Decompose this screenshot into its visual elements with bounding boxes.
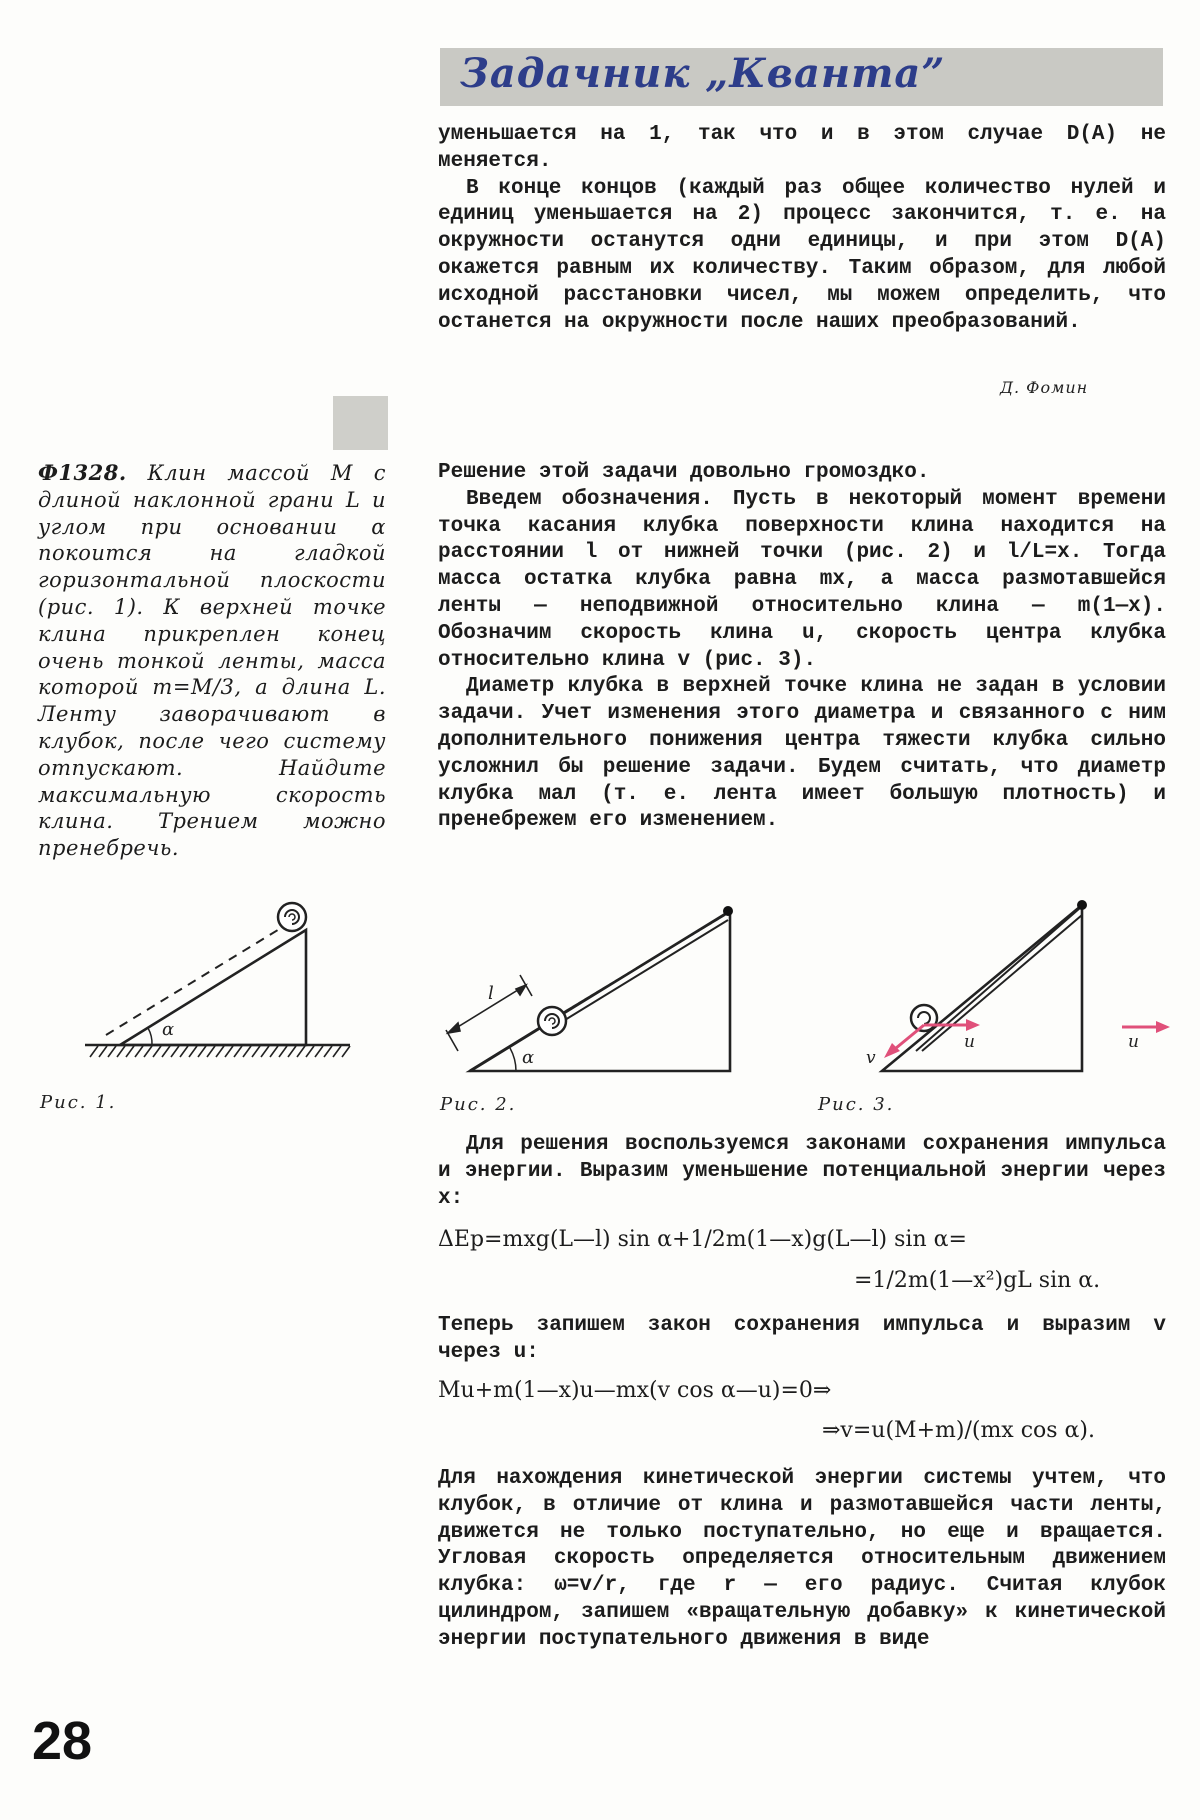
solution-paragraph-4: Для решения воспользуемся законами сохранения импульса и энергии. Выразим уменьшение потенциальной энергии через x: — [438, 1133, 1166, 1210]
tape-roll — [278, 903, 306, 931]
wedge-3 — [882, 905, 1082, 1071]
fig3-v-label: v — [866, 1048, 876, 1068]
figure-2 — [460, 893, 740, 1093]
tape-dashed-line — [106, 925, 286, 1035]
solution-block-2 — [438, 1132, 1166, 1212]
formula-energy-line-2: =1/2m(1—x²)gL sin α. — [854, 1268, 1101, 1293]
figure-3 — [860, 893, 1180, 1093]
tape-remaining — [556, 913, 728, 1017]
top-text-block — [438, 122, 1166, 336]
header-banner — [440, 48, 1163, 106]
top-point — [723, 906, 733, 916]
page-number: 28 — [32, 1711, 93, 1771]
fig3-u-label-wedge: u — [1128, 1032, 1139, 1052]
formula-momentum-line-2: ⇒v=u(M+m)/(mx cos α). — [822, 1418, 1095, 1443]
problem-number: Ф1328. — [38, 460, 127, 485]
fig2-caption: Рис. 2. — [440, 1094, 517, 1115]
solution-paragraph-5: Теперь запишем закон сохранения импульса и выразим v через u: — [438, 1314, 1166, 1364]
fig2-length-label: l — [488, 983, 494, 1004]
solution-paragraph-3: Диаметр клубка в верхней точке клина не задан в условии задачи. Учет изменения этого диаметра и связанного с ним дополнительного понижения центра тяжести клубка сильно усложнил бы решение задачи. Будем считать, что диаметр клубка мал (т. е. лента имеет большую плотность) и пренебрежем его изменением. — [438, 675, 1166, 833]
unrolled-tape — [470, 1023, 548, 1071]
top-paragraph-1: уменьшается на 1, так что и в этом случае D(A) не меняется. — [438, 123, 1166, 173]
tape-remaining-3 — [916, 908, 1080, 1051]
author-signature: Д. Фомин — [1000, 378, 1089, 397]
fig3-caption: Рис. 3. — [818, 1094, 895, 1115]
problem-text: Клин массой M с длиной наклонной грани L и углом при основании α покоится на гладкой горизонтальной плоскости (рис. 1). К верхней точке клина прикреплен конец очень тонкой ленты, масса которой m=M/3, а длина L. Ленту заворачивают в клубок, после чего систему отпускают. Найдите максимальную скорость клина. Трением можно пренебречь. — [38, 461, 386, 861]
solution-paragraph-1: Решение этой задачи довольно громоздко. — [438, 461, 930, 484]
header-title: Задачник „Кванта” — [460, 50, 946, 97]
figure-1 — [80, 895, 360, 1065]
decorative-square — [333, 396, 388, 450]
formula-energy-line-1: ΔEp=mxg(L—l) sin α+1/2m(1—x)g(L—l) sin α= — [438, 1227, 967, 1252]
top-point-3 — [1077, 900, 1087, 910]
solution-block-1 — [438, 460, 1166, 835]
ground-hatching — [85, 1045, 350, 1057]
top-paragraph-2: В конце концов (каждый раз общее количество нулей и единиц уменьшается на 2) процесс закончится, т. е. на окружности останутся одни единицы, и при этом D(A) окажется равным их количеству. Таким образом, для любой исходной расстановки чисел, мы можем определить, что останется на окружности после наших преобразований. — [438, 176, 1166, 334]
fig2-angle-label: α — [522, 1047, 535, 1068]
wedge-1 — [120, 930, 306, 1045]
solution-paragraph-2: Введем обозначения. Пусть в некоторый момент времени точка касания клубка поверхности клина находится на расстоянии l от нижней точки (рис. 2) и l/L=x. Тогда масса остатка клубка равна mx, а масса размотавшейся ленты — неподвижной относительно клина — m(1—x). Обозначим скорость клина u, скорость центра клубка относительно клина v (рис. 3). — [438, 487, 1166, 672]
solution-block-4 — [438, 1466, 1166, 1654]
formula-momentum-line-1: Mu+m(1—x)u—mx(v cos α—u)=0⇒ — [438, 1378, 832, 1403]
fig1-caption: Рис. 1. — [40, 1092, 117, 1113]
solution-paragraph-6: Для нахождения кинетической энергии системы учтем, что клубок, в отличие от клина и размотавшейся части ленты, движется не только поступательно, но еще и вращается. Угловая скорость определяется относительным движением клубка: ω=v/r, где r — его радиус. Считая клубок цилиндром, запишем «вращательную добавку» к кинетической энергии поступательного движения в виде — [438, 1467, 1166, 1651]
fig1-angle-label: α — [162, 1019, 175, 1040]
tape-roll-2 — [538, 1007, 566, 1035]
solution-block-3 — [438, 1313, 1166, 1367]
problem-statement — [38, 460, 386, 862]
tape-roll-3 — [911, 1005, 937, 1031]
fig3-u-label-ball: u — [964, 1032, 975, 1052]
